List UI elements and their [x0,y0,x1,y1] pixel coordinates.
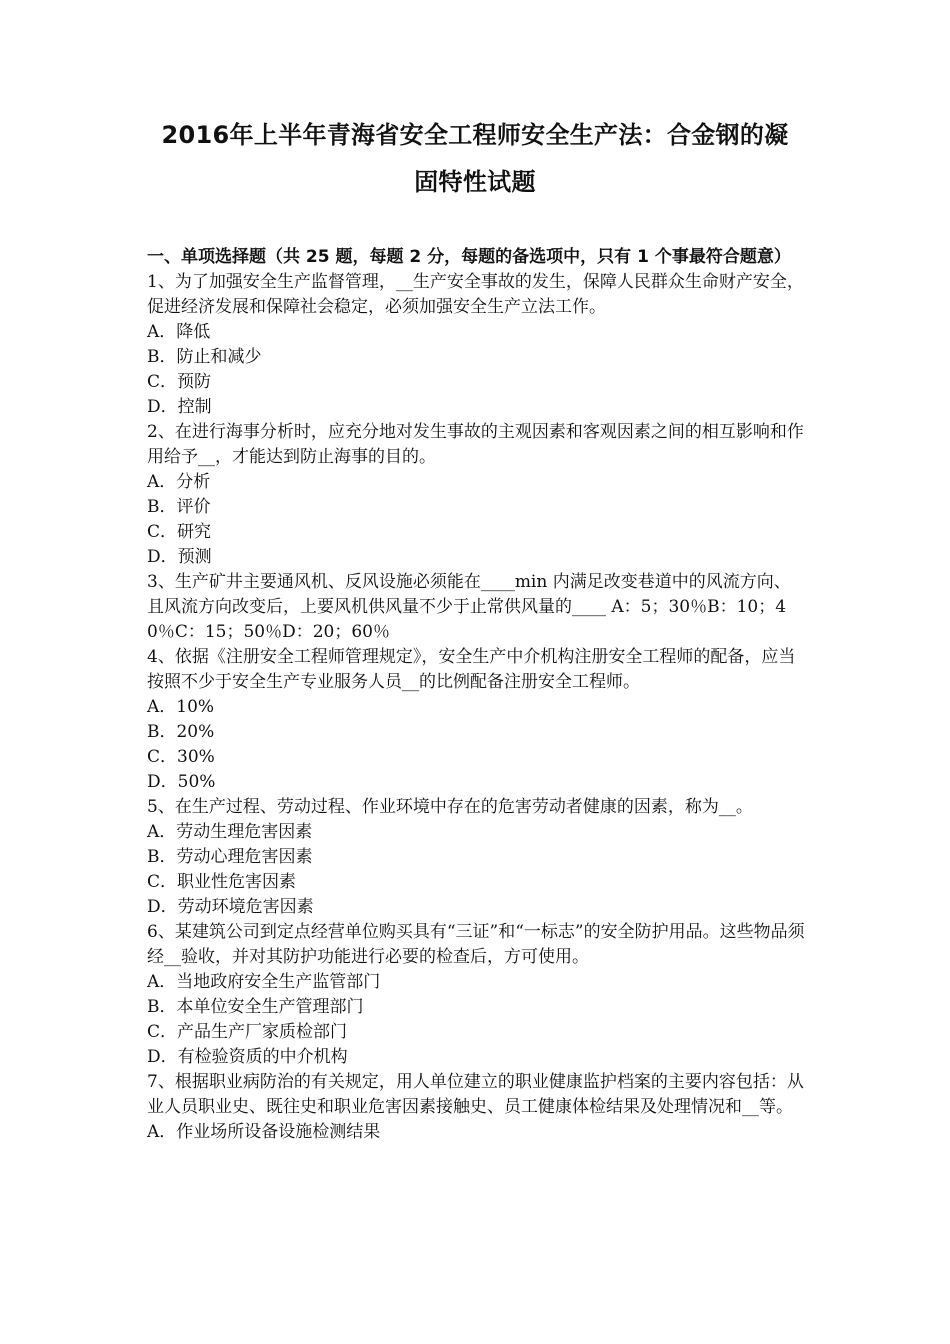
answer-option: A．当地政府安全生产监管部门 [147,972,381,992]
answer-option: C．职业性危害因素 [147,872,297,892]
question-item [147,920,807,1070]
document-body [147,245,807,1145]
answer-option: A．分析 [147,472,211,492]
question-item [147,270,807,420]
question-stem: 5、在生产过程、劳动过程、作业环境中存在的危害劳动者健康的因素，称为__。 [147,797,753,817]
answer-option: D．预测 [147,547,212,567]
question-item [147,420,807,570]
answer-option: B．防止和减少 [147,347,262,367]
answer-option: A．10% [147,697,215,717]
answer-option: A．降低 [147,322,211,342]
answer-option: D．劳动环境危害因素 [147,897,314,917]
section-heading: 一、单项选择题（共 25 题，每题 2 分，每题的备选项中，只有 1 个事最符合题意） [147,247,791,267]
answer-option: C．30% [147,747,215,767]
question-stem: 2、在进行海事分析时，应充分地对发生事故的主观因素和客观因素之间的相互影响和作用给予__，才能达到防止海事的目的。 [147,422,804,467]
document-title-line-1: 2016年上半年青海省安全工程师安全生产法：合金钢的凝 [161,121,789,149]
question-stem: 6、某建筑公司到定点经营单位购买具有“三证”和“一标志”的安全防护用品。这些物品须经__验收，并对其防护功能进行必要的检查后，方可使用。 [147,922,805,967]
answer-option: A．劳动生理危害因素 [147,822,313,842]
answer-option: B．20% [147,722,215,742]
answer-option: D．有检验资质的中介机构 [147,1047,348,1067]
answer-option: D．50% [147,772,216,792]
question-item [147,570,807,645]
question-item [147,795,807,920]
document-title [120,112,830,206]
answer-option: C．产品生产厂家质检部门 [147,1022,348,1042]
answer-option: C．研究 [147,522,212,542]
document-title-line-2: 固特性试题 [414,168,536,196]
question-stem: 4、依据《注册安全工程师管理规定》，安全生产中介机构注册安全工程师的配备，应当按照不少于安全生产专业服务人员__的比例配备注册安全工程师。 [147,647,796,692]
question-item [147,1070,807,1145]
question-item [147,645,807,795]
answer-option: B．劳动心理危害因素 [147,847,313,867]
question-stem: 1、为了加强安全生产监督管理，__生产安全事故的发生，保障人民群众生命财产安全，促进经济发展和保障社会稳定，必须加强安全生产立法工作。 [147,272,804,317]
answer-option: C．预防 [147,372,212,392]
answer-option: B．评价 [147,497,211,517]
question-stem: 3、生产矿井主要通风机、反风设施必须能在____min 内满足改变巷道中的风流方向、且风流方向改变后，上要风机供风量不少于止常供风量的____ A：5；30％B：10；40％C：15；50％D：20；60％ [147,572,791,642]
answer-option: B．本单位安全生产管理部门 [147,997,364,1017]
question-stem: 7、根据职业病防治的有关规定，用人单位建立的职业健康监护档案的主要内容包括：从业人员职业史、既往史和职业危害因素接触史、员工健康体检结果及处理情况和__等。 [147,1072,804,1117]
answer-option: D．控制 [147,397,212,417]
question-list [147,270,807,1145]
answer-option: A．作业场所设备设施检测结果 [147,1122,381,1142]
